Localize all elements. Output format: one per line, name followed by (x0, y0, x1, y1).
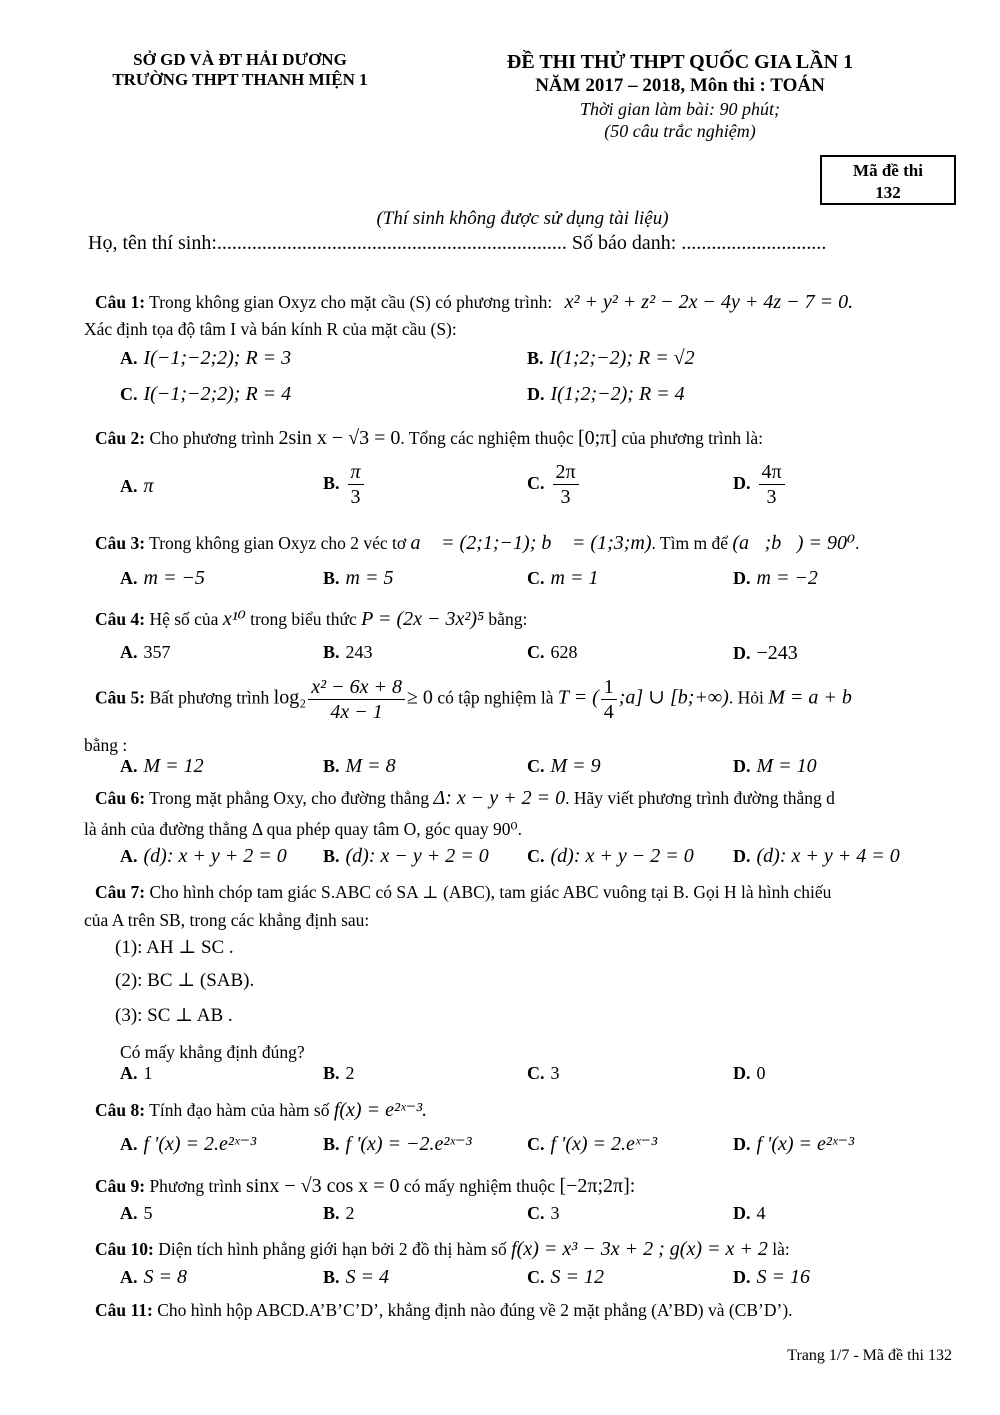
question-label: Câu 1: (95, 292, 146, 312)
question-2: Câu 2: Cho phương trình 2sin x − √3 = 0. Tổng các nghiệm thuộc [0;π] của phương trình là: (95, 427, 764, 449)
q3-option-b[interactable]: B. m = 5 (323, 567, 394, 589)
q7-statement-3: (3): SC ⊥ AB . (115, 1005, 233, 1026)
exam-year-subject: NĂM 2017 – 2018, Môn thi : TOÁN (535, 75, 825, 96)
q5-option-a[interactable]: A. M = 12 (120, 755, 204, 777)
question-equation: P = (2x − 3x²)⁵ (361, 608, 485, 630)
q9-option-b[interactable]: B. 2 (323, 1203, 355, 1223)
question-11: Câu 11: Cho hình hộp ABCD.A’B’C’D’, khẳng định nào đúng về 2 mặt phẳng (A’BD) và (CB’D’). (95, 1300, 793, 1320)
exam-note: (Thí sinh không được sử dụng tài liệu) (376, 208, 669, 229)
question-text: Trong không gian Oxyz cho mặt cầu (S) có phương trình: (149, 292, 553, 312)
q1-option-a[interactable]: A. I(−1;−2;2); R = 3 (120, 347, 292, 369)
question-5-line-2: bằng : (84, 735, 128, 755)
q10-option-c[interactable]: C. S = 12 (527, 1266, 604, 1288)
q9-option-a[interactable]: A. 5 (120, 1203, 153, 1223)
question-7-line-2: của A trên SB, trong các khẳng định sau: (84, 910, 370, 930)
q6-option-c[interactable]: C. (d): x + y − 2 = 0 (527, 845, 694, 867)
q1-option-d[interactable]: D. I(1;2;−2); R = 4 (527, 383, 685, 405)
q3-option-a[interactable]: A. m = −5 (120, 567, 205, 589)
q4-option-c[interactable]: C. 628 (527, 642, 578, 662)
q8-option-c[interactable]: C. f '(x) = 2.eˣ⁻³ (527, 1133, 658, 1155)
q3-option-d[interactable]: D. m = −2 (733, 567, 818, 589)
q2-option-d[interactable]: D. $\frac{4\pi}{3}$ (733, 460, 787, 509)
question-equation: sinx − √3 cos x = 0 (245, 1175, 400, 1197)
question-4: Câu 4: Hệ số của x¹⁰ trong biểu thức P = (2x − 3x²)⁵ bằng: (95, 608, 528, 630)
q10-option-d[interactable]: D. S = 16 (733, 1266, 810, 1288)
q7-option-d[interactable]: D. 0 (733, 1063, 766, 1083)
q1-option-c[interactable]: C. I(−1;−2;2); R = 4 (120, 383, 292, 405)
q7-statement-1: (1): AH ⊥ SC . (115, 937, 234, 958)
q1-option-b[interactable]: B. I(1;2;−2); R = √2 (527, 347, 695, 369)
q8-option-d[interactable]: D. f '(x) = e²ˣ⁻³ (733, 1133, 855, 1155)
q7-option-c[interactable]: C. 3 (527, 1063, 560, 1083)
q6-option-b[interactable]: B. (d): x − y + 2 = 0 (323, 845, 489, 867)
q7-statement-2: (2): BC ⊥ (SAB). (115, 970, 255, 991)
exam-time: Thời gian làm bài: 90 phút; (579, 99, 781, 119)
q8-option-a[interactable]: A. f '(x) = 2.e²ˣ⁻³ (120, 1133, 257, 1155)
q2-option-a[interactable]: A. π (120, 475, 154, 497)
q6-option-d[interactable]: D. (d): x + y + 4 = 0 (733, 845, 900, 867)
question-5: Câu 5: Bất phương trình log₂ $\frac{\text{x² − 6x + 8}}{4x - 1}$ ≥ 0 có tập nghiệm là T = ( $\frac{1}{4}$ ;a] ∪ [b;+∞). Hỏi M = a + b (95, 676, 852, 723)
question-equation: a⃗ = (2;1;−1); b⃗ = (1;3;m) (410, 532, 652, 554)
header-left (60, 50, 420, 90)
question-3: Câu 3: Trong không gian Oxyz cho 2 véc tơ a⃗ = (2;1;−1); b⃗ = (1;3;m). Tìm m để (a⃗;b⃗) = 90⁰. (95, 532, 860, 554)
q6-option-a[interactable]: A. (d): x + y + 2 = 0 (120, 845, 287, 867)
exam-title: ĐỀ THI THỬ THPT QUỐC GIA LẦN 1 (506, 51, 854, 73)
q5-option-d[interactable]: D. M = 10 (733, 755, 817, 777)
school-name: TRƯỜNG THPT THANH MIỆN 1 (112, 70, 368, 89)
candidate-line: Họ, tên thí sinh:...................................................................... Số báo danh: ............................. (88, 232, 827, 254)
question-equation: Δ: x − y + 2 = 0 (433, 787, 566, 809)
q5-option-b[interactable]: B. M = 8 (323, 755, 396, 777)
question-6-line-2: là ảnh của đường thẳng Δ qua phép quay tâm O, góc quay 90⁰. (84, 819, 522, 839)
exam-question-count: (50 câu trắc nghiệm) (604, 121, 756, 141)
question-equation: x² + y² + z² − 2x − 4y + 4z − 7 = 0. (564, 291, 854, 313)
page-footer: Trang 1/7 - Mã đề thi 132 (787, 1347, 952, 1364)
q7-ask: Có mấy khẳng định đúng? (120, 1042, 305, 1062)
q8-option-b[interactable]: B. f '(x) = −2.e²ˣ⁻³ (323, 1133, 472, 1155)
exam-code: 132 (875, 183, 901, 202)
q2-option-b[interactable]: B. $\frac{\pi}{3}$ (323, 460, 366, 509)
q7-option-b[interactable]: B. 2 (323, 1063, 355, 1083)
q2-option-c[interactable]: C. $\frac{2\pi}{3}$ (527, 460, 581, 509)
q4-option-d[interactable]: D. −243 (733, 642, 798, 664)
question-1 (95, 290, 853, 314)
question-8: Câu 8: Tính đạo hàm của hàm số f(x) = e²ˣ⁻³. (95, 1099, 428, 1121)
q7-option-a[interactable]: A. 1 (120, 1063, 153, 1083)
q4-option-a[interactable]: A. 357 (120, 642, 171, 662)
question-1-line-2: Xác định tọa độ tâm I và bán kính R của mặt cầu (S): (84, 319, 457, 339)
exam-code-box (820, 155, 956, 205)
q5-option-c[interactable]: C. M = 9 (527, 755, 601, 777)
q9-option-d[interactable]: D. 4 (733, 1203, 766, 1223)
question-equation: f(x) = e²ˣ⁻³. (333, 1099, 428, 1121)
question-7: Câu 7: Cho hình chóp tam giác S.ABC có SA ⊥ (ABC), tam giác ABC vuông tại B. Gọi H là hình chiếu (95, 882, 832, 902)
q10-option-b[interactable]: B. S = 4 (323, 1266, 390, 1288)
header-right (430, 50, 930, 142)
q4-option-b[interactable]: B. 243 (323, 642, 373, 662)
question-10: Câu 10: Diện tích hình phẳng giới hạn bởi 2 đồ thị hàm số f(x) = x³ − 3x + 2 ; g(x) = x + 2 là: (95, 1238, 790, 1260)
exam-code-label: Mã đề thi (853, 161, 923, 180)
question-equation: f(x) = x³ − 3x + 2 ; g(x) = x + 2 (511, 1238, 768, 1260)
question-9: Câu 9: Phương trình sinx − √3 cos x = 0 có mấy nghiệm thuộc [−2π;2π]: (95, 1175, 636, 1197)
q9-option-c[interactable]: C. 3 (527, 1203, 560, 1223)
q10-option-a[interactable]: A. S = 8 (120, 1266, 187, 1288)
q3-option-c[interactable]: C. m = 1 (527, 567, 599, 589)
department-name: SỞ GD VÀ ĐT HẢI DƯƠNG (133, 50, 347, 69)
question-6: Câu 6: Trong mặt phẳng Oxy, cho đường thẳng Δ: x − y + 2 = 0. Hãy viết phương trình đường thẳng d (95, 787, 835, 809)
question-equation: 2sin x − √3 = 0 (278, 427, 401, 449)
